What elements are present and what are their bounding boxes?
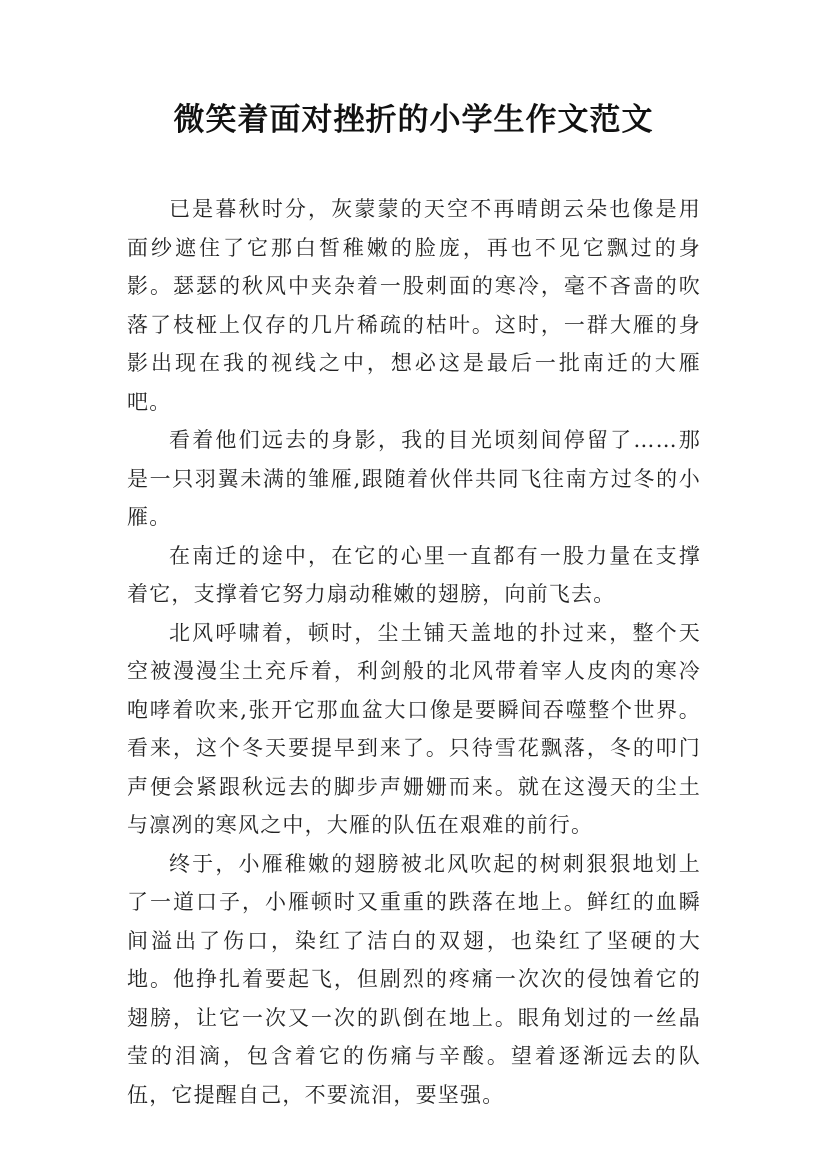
paragraph: 在南迁的途中，在它的心里一直都有一股力量在支撑着它，支撑着它努力扇动稚嫩的翅膀，向前飞去。 [127, 543, 701, 606]
document-title: 微笑着面对挫折的小学生作文范文 [173, 102, 654, 138]
document-body [127, 190, 701, 1114]
paragraph: 北风呼啸着，顿时，尘土铺天盖地的扑过来，整个天空被漫漫尘土充斥着，利剑般的北风带着宰人皮肉的寒冷咆哮着吹来,张开它那血盆大口像是要瞬间吞噬整个世界。看来，这个冬天要提早到来了。只待雪花飘落，冬的叩门声便会紧跟秋远去的脚步声姗姗而来。就在这漫天的尘土与凛冽的寒风之中，大雁的队伍在艰难的前行。 [127, 620, 701, 837]
paragraph: 已是暮秋时分，灰蒙蒙的天空不再晴朗云朵也像是用面纱遮住了它那白皙稚嫩的脸庞，再也不见它飘过的身影。瑟瑟的秋风中夹杂着一股刺面的寒冷，毫不吝啬的吹落了枝桠上仅存的几片稀疏的枯叶。这时，一群大雁的身影出现在我的视线之中，想必这是最后一批南迁的大雁吧。 [127, 197, 701, 414]
paragraph: 终于，小雁稚嫩的翅膀被北风吹起的树刺狠狠地划上了一道口子，小雁顿时又重重的跌落在地上。鲜红的血瞬间溢出了伤口，染红了洁白的双翅，也染红了坚硬的大地。他挣扎着要起飞，但剧烈的疼痛一次次的侵蚀着它的翅膀，让它一次又一次的趴倒在地上。眼角划过的一丝晶莹的泪滴，包含着它的伤痛与辛酸。望着逐渐远去的队伍，它提醒自己，不要流泪，要坚强。 [127, 851, 701, 1107]
paragraph: 看着他们远去的身影，我的目光顷刻间停留了……那是一只羽翼未满的雏雁,跟随着伙伴共同飞往南方过冬的小雁。 [127, 428, 701, 529]
